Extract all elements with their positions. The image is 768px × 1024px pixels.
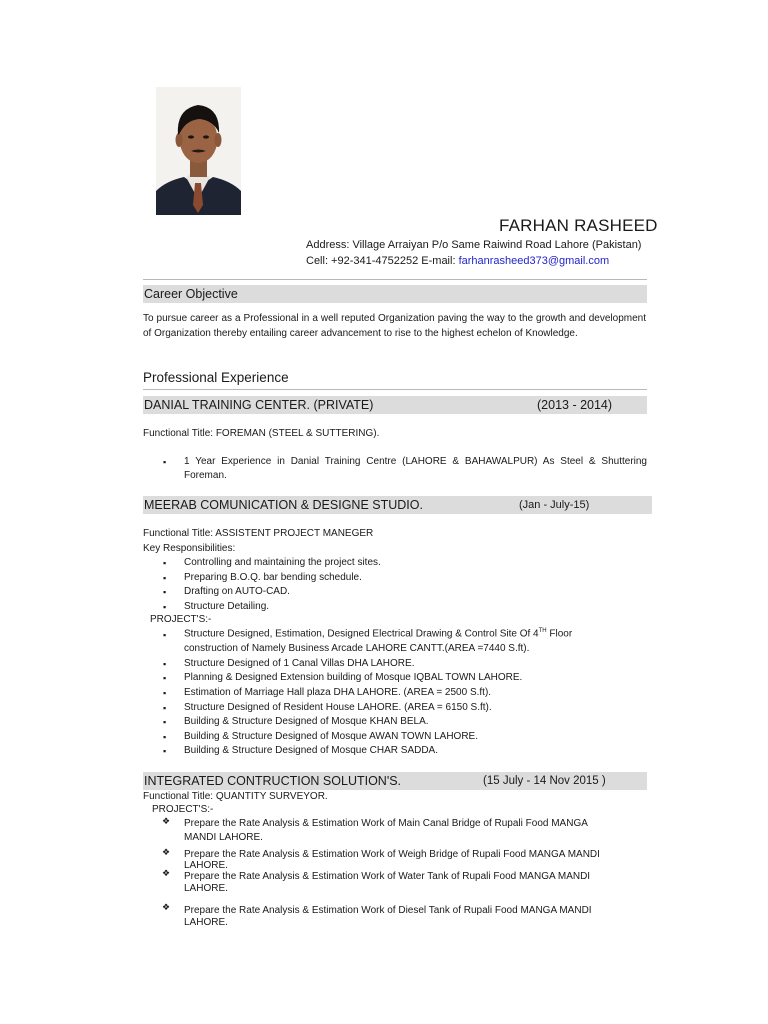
project-line: Prepare the Rate Analysis & Estimation Work of Main Canal Bridge of Rupali Food MANGA <box>184 818 588 829</box>
project-line: Prepare the Rate Analysis & Estimation Work of Diesel Tank of Rupali Food MANGA MANDI <box>184 905 592 916</box>
square-bullet-icon: ▪ <box>163 688 167 698</box>
contact-line <box>306 255 609 267</box>
key-responsibilities-label: Key Responsibilities: <box>143 543 236 554</box>
job-title: Functional Title: FOREMAN (STEEL & SUTTERING). <box>143 428 380 439</box>
professional-experience-heading: Professional Experience <box>143 370 289 385</box>
job-title: Functional Title: ASSISTENT PROJECT MANEGER <box>143 528 374 539</box>
square-bullet-icon: ▪ <box>163 457 167 467</box>
job-bullet: 1 Year Experience in Danial Training Centre (LAHORE & BAHAWALPUR) As Steel & Shuttering Foreman. <box>184 456 647 481</box>
responsibility-item: Drafting on AUTO-CAD. <box>184 586 290 597</box>
portrait-image <box>156 87 241 215</box>
square-bullet-icon: ▪ <box>163 602 167 612</box>
project-text-end: Floor <box>546 628 573 640</box>
project-line: LAHORE. <box>184 883 228 894</box>
square-bullet-icon: ▪ <box>163 573 167 583</box>
profile-photo <box>156 87 241 215</box>
job-dates: (15 July - 14 Nov 2015 ) <box>483 775 606 787</box>
project-text: Structure Designed, Estimation, Designed Electrical Drawing & Control Site Of 4 <box>184 628 539 640</box>
project-item: Planning & Designed Extension building of Mosque IQBAL TOWN LAHORE. <box>184 672 523 683</box>
diamond-bullet-icon: ❖ <box>162 902 171 912</box>
square-bullet-icon: ▪ <box>163 732 167 742</box>
candidate-name: FARHAN RASHEED <box>499 216 658 235</box>
square-bullet-icon: ▪ <box>163 717 167 727</box>
square-bullet-icon: ▪ <box>163 630 167 640</box>
responsibility-item: Preparing B.O.Q. bar bending schedule. <box>184 572 362 583</box>
project-item-first <box>184 628 647 639</box>
company-name: MEERAB COMUNICATION & DESIGNE STUDIO. <box>144 498 423 512</box>
job-title: Functional Title: QUANTITY SURVEYOR. <box>143 791 328 802</box>
responsibility-item: Structure Detailing. <box>184 601 270 612</box>
project-line: LAHORE. <box>184 860 228 871</box>
project-item: Estimation of Marriage Hall plaza DHA LAHORE. (AREA = 2500 S.ft). <box>184 687 492 698</box>
project-item: Building & Structure Designed of Mosque CHAR SADDA. <box>184 745 439 756</box>
projects-label: PROJECT'S:- <box>152 804 214 815</box>
diamond-bullet-icon: ❖ <box>162 816 171 826</box>
square-bullet-icon: ▪ <box>163 673 167 683</box>
diamond-bullet-icon: ❖ <box>162 847 171 857</box>
responsibility-item: Controlling and maintaining the project sites. <box>184 557 381 568</box>
square-bullet-icon: ▪ <box>163 746 167 756</box>
project-line: MANDI LAHORE. <box>184 832 263 843</box>
email-link[interactable]: farhanrasheed373@gmail.com <box>458 255 610 267</box>
cell-text: Cell: +92-341-4752252 E-mail: <box>306 255 459 267</box>
job-dates: (Jan - July-15) <box>519 499 590 511</box>
square-bullet-icon: ▪ <box>163 703 167 713</box>
job-header-danial <box>143 396 647 414</box>
project-line: Prepare the Rate Analysis & Estimation Work of Water Tank of Rupali Food MANGA MANDI <box>184 871 591 882</box>
project-item-first-line2: construction of Namely Business Arcade LAHORE CANTT.(AREA =7440 S.ft). <box>184 643 530 654</box>
job-dates: (2013 - 2014) <box>537 398 613 412</box>
project-item: Structure Designed of Resident House LAHORE. (AREA = 6150 S.ft). <box>184 702 492 713</box>
career-objective-bar <box>143 285 647 303</box>
square-bullet-icon: ▪ <box>163 659 167 669</box>
project-item: Building & Structure Designed of Mosque AWAN TOWN LAHORE. <box>184 731 479 742</box>
career-objective-text: To pursue career as a Professional in a well reputed Organization paving the way to the growth and development of Organization thereby entailing career advancement to rise to the highest echelon of Knowledge. <box>143 313 646 339</box>
header-divider <box>143 279 647 280</box>
project-item: Structure Designed of 1 Canal Villas DHA LAHORE. <box>184 658 415 669</box>
company-name: DANIAL TRAINING CENTER. (PRIVATE) <box>144 398 374 412</box>
project-item: Building & Structure Designed of Mosque KHAN BELA. <box>184 716 429 727</box>
project-line: Prepare the Rate Analysis & Estimation Work of Weigh Bridge of Rupali Food MANGA MANDI <box>184 849 600 860</box>
job-header-integrated <box>143 772 647 790</box>
address-line: Address: Village Arraiyan P/o Same Raiwind Road Lahore (Pakistan) <box>306 239 642 251</box>
project-line: LAHORE. <box>184 917 228 928</box>
career-objective-heading: Career Objective <box>144 287 238 301</box>
ordinal-suffix: TH <box>538 628 547 634</box>
square-bullet-icon: ▪ <box>163 587 167 597</box>
square-bullet-icon: ▪ <box>163 558 167 568</box>
job-header-meerab <box>143 496 652 514</box>
projects-label: PROJECT'S:- <box>150 614 212 625</box>
experience-divider <box>143 389 647 390</box>
company-name: INTEGRATED CONTRUCTION SOLUTION'S. <box>144 774 402 788</box>
diamond-bullet-icon: ❖ <box>162 868 171 878</box>
